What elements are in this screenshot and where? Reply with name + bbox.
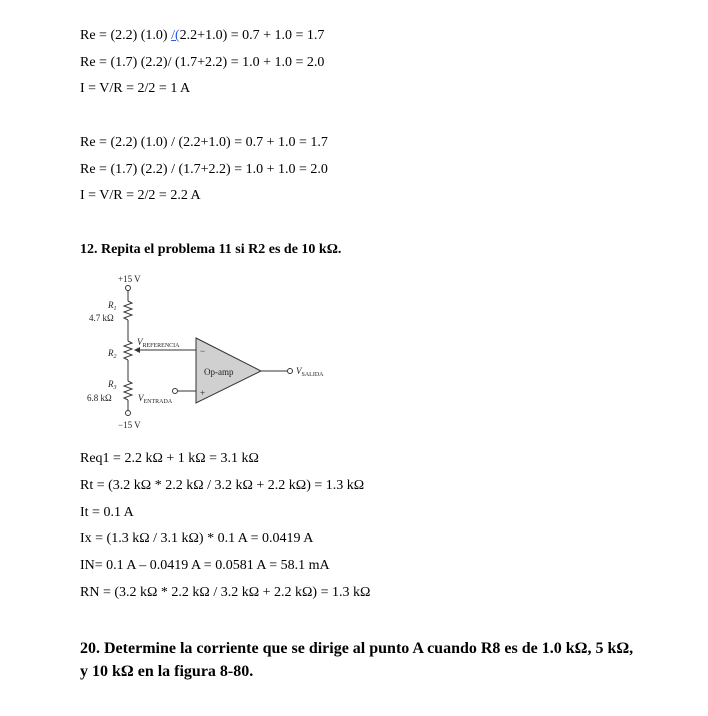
- vplus-label: +15 V: [118, 274, 141, 284]
- equation-line: Re = (2.2) (1.0) / (2.2+1.0) = 0.7 + 1.0 = 1.7: [80, 135, 328, 150]
- equation-line: Re = (1.7) (2.2)/ (1.7+2.2) = 1.0 + 1.0 = 2.0: [80, 55, 325, 70]
- problem-20-heading: 20. Determine la corriente que se dirige al punto A cuando R8 es de 1.0 kΩ, 5 kΩ, y 10 kΩ en la figura 8-80.: [80, 640, 634, 680]
- r3-value: 6.8 kΩ: [87, 393, 112, 403]
- svg-text:R2: $R_2$: [108, 348, 117, 360]
- problem-12-heading: 12. Repita el problema 11 si R2 es de 10 kΩ.: [80, 242, 342, 257]
- svg-text:R3: $R_3$: [108, 379, 117, 391]
- equation-line: Ix = (1.3 kΩ / 3.1 kΩ) * 0.1 A = 0.0419 A: [80, 531, 314, 546]
- svg-text:+: +: [200, 388, 206, 398]
- equation-line: RN = (3.2 kΩ * 2.2 kΩ / 3.2 kΩ + 2.2 kΩ) = 1.3 kΩ: [80, 585, 371, 600]
- equation-line: Re = (1.7) (2.2) / (1.7+2.2) = 1.0 + 1.0 = 2.0: [80, 162, 328, 177]
- hyperlink[interactable]: /(: [171, 28, 180, 43]
- vminus-label: −15 V: [118, 420, 141, 430]
- opamp-circuit-figure: [80, 265, 340, 435]
- svg-text:VREFERENCIA: $V_{REFERENCIA}$: [137, 337, 180, 349]
- equation-line: It = 0.1 A: [80, 505, 134, 520]
- equation-line: I = V/R = 2/2 = 2.2 A: [80, 188, 201, 203]
- equation-line: I = V/R = 2/2 = 1 A: [80, 81, 191, 96]
- equation-line: Rt = (3.2 kΩ * 2.2 kΩ / 3.2 kΩ + 2.2 kΩ) = 1.3 kΩ: [80, 478, 365, 493]
- wiper-arrow-icon: [134, 347, 140, 353]
- r1-value: 4.7 kΩ: [89, 313, 114, 323]
- equation-text: 2.2+1.0) = 0.7 + 1.0 = 1.7: [179, 28, 325, 43]
- svg-text:VSALIDA: $V_{SALIDA}$: [296, 366, 324, 378]
- svg-text:−: −: [200, 346, 206, 356]
- svg-text:VENTRADA: $V_{ENTRADA}$: [138, 393, 173, 405]
- equation-line: [80, 28, 324, 44]
- equation-text: Re = (2.2) (1.0): [80, 28, 172, 43]
- equation-line: IN= 0.1 A – 0.0419 A = 0.0581 A = 58.1 mA: [80, 558, 330, 573]
- opamp-label: Op-amp: [204, 367, 234, 377]
- equation-line: Req1 = 2.2 kΩ + 1 kΩ = 3.1 kΩ: [80, 451, 259, 466]
- svg-text:R1: $R_1$: [108, 300, 117, 312]
